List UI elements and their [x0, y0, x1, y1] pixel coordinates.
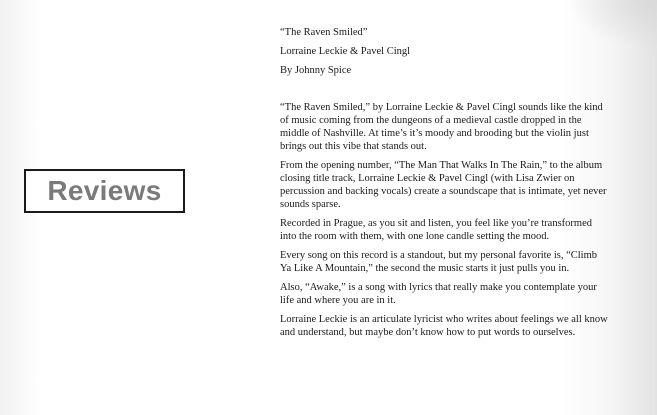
review-paragraph: “The Raven Smiled,” by Lorraine Leckie & Pavel Cingl sounds like the kind of music coming from the dungeons of a medieval castle dropped in the middle of Nashville. At time’s it’s moody and brooding but the violin just brings out this vibe that stands out.	[280, 102, 603, 152]
reviews-section-box	[24, 169, 185, 213]
review-paragraph: Also, “Awake,” is a song with lyrics that really make you contemplate your life and where you are in it.	[280, 282, 597, 306]
review-paragraph: Recorded in Prague, as you sit and listen, you feel like you’re transformed into the room with them, with one lone candle setting the mood.	[280, 218, 592, 242]
review-article	[280, 26, 610, 345]
artist-names: Lorraine Leckie & Pavel Cingl	[280, 46, 411, 57]
article-header	[280, 26, 610, 77]
album-title: “The Raven Smiled”	[280, 27, 368, 38]
review-paragraph: From the opening number, “The Man That Walks In The Rain,” to the album closing title track, Lorraine Leckie & Pavel Cingl (with Lisa Zwier on percussion and backing vocals) create a soundscape that is intimate, yet never sounds sparse.	[280, 160, 607, 210]
review-paragraph: Every song on this record is a standout, but my personal favorite is, “Climb Ya Like A Mountain,” the second the music starts it just pulls you in.	[280, 250, 597, 274]
author-byline: By Johnny Spice	[280, 65, 352, 76]
reviews-section-label: Reviews	[47, 175, 162, 206]
review-paragraph: Lorraine Leckie is an articulate lyricist who writes about feelings we all know and understand, but maybe don’t know how to put words to ourselves.	[280, 314, 608, 338]
